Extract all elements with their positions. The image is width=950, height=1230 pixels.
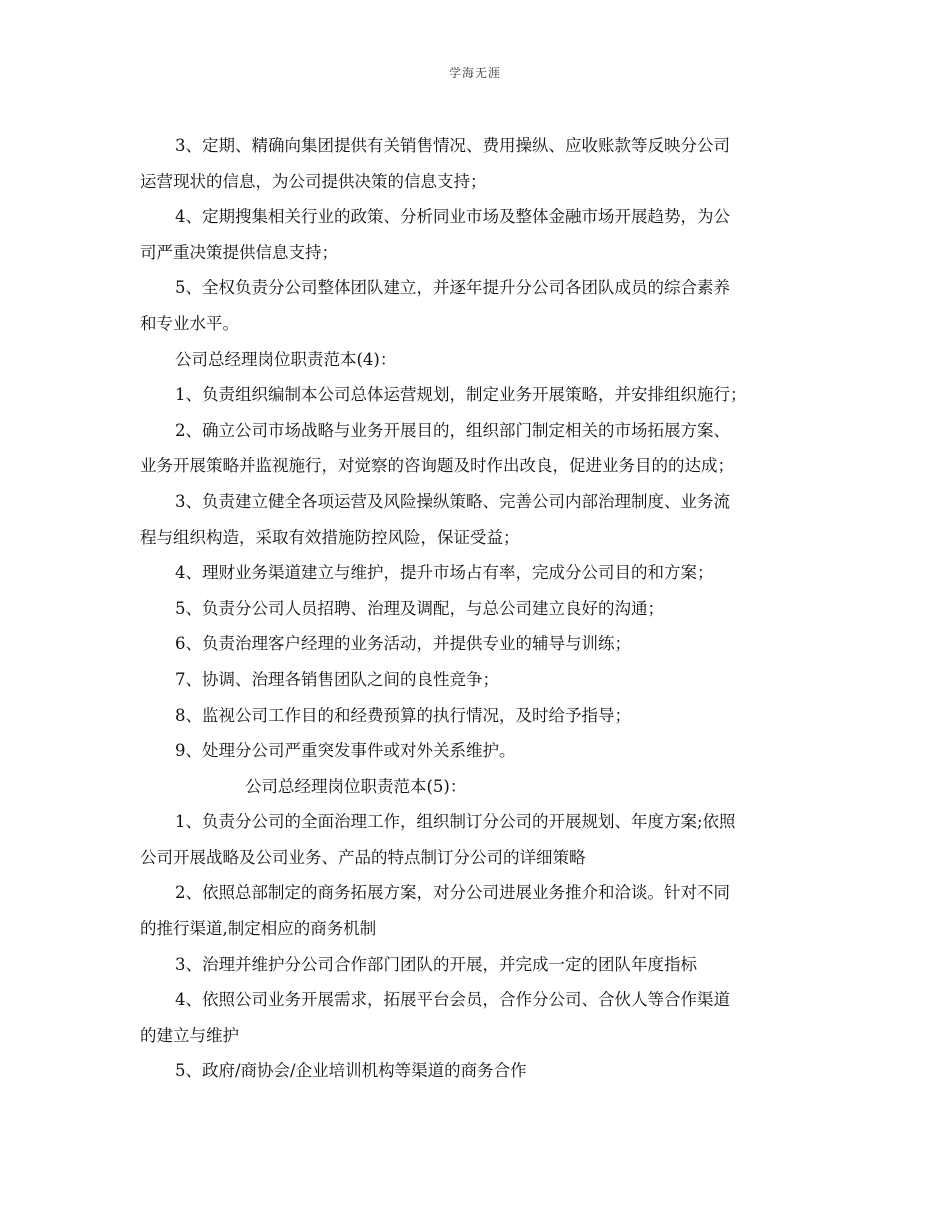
document-body: [140, 128, 815, 1089]
text-line: 4、定期搜集相关行业的政策、分析同业市场及整体金融市场开展趋势，为公: [175, 207, 730, 227]
text-line: 7、协调、治理各销售团队之间的良性竞争；: [175, 669, 499, 689]
text-line: 3、负责建立健全各项运营及风险操纵策略、完善公司内部治理制度、业务流: [175, 491, 730, 511]
text-line: 5、全权负责分公司整体团队建立，并逐年提升分公司各团队成员的综合素养: [175, 278, 730, 298]
page-header: 学海无涯: [448, 66, 501, 80]
text-line: 1、负责分公司的全面治理工作，组织制订分公司的开展规划、年度方案;依照: [175, 812, 736, 832]
text-line: 4、依照公司业务开展需求，拓展平台会员，合作分公司、合伙人等合作渠道: [175, 990, 730, 1010]
text-line: 2、依照总部制定的商务拓展方案，对分公司进展业务推介和洽谈。针对不同: [175, 883, 730, 903]
text-line: 业务开展策略并监视施行，对觉察的咨询题及时作出改良，促进业务目的的达成；: [140, 456, 734, 476]
text-line: 5、负责分公司人员招聘、治理及调配，与总公司建立良好的沟通；: [175, 598, 664, 618]
text-line: 的建立与维护: [140, 1025, 239, 1045]
text-line: 1、负责组织编制本公司总体运营规划，制定业务开展策略，并安排组织施行；: [175, 385, 747, 405]
text-line: 公司总经理岗位职责范本(5)：: [245, 776, 467, 796]
text-line: 司严重决策提供信息支持；: [140, 242, 338, 262]
text-line: 6、负责治理客户经理的业务活动，并提供专业的辅导与训练；: [175, 634, 631, 654]
text-line: 3、治理并维护分公司合作部门团队的开展，并完成一定的团队年度指标: [175, 954, 697, 974]
text-line: 公司开展战略及公司业务、产品的特点制订分公司的详细策略: [140, 847, 586, 867]
text-line: 公司总经理岗位职责范本(4)：: [175, 349, 397, 369]
text-line: 和专业水平。: [140, 313, 239, 333]
text-line: 9、处理分公司严重突发事件或对外关系维护。: [175, 741, 516, 761]
text-line: 8、监视公司工作目的和经费预算的执行情况，及时给予指导；: [175, 705, 631, 725]
text-line: 运营现状的信息，为公司提供决策的信息支持；: [140, 171, 487, 191]
text-line: 程与组织构造，采取有效措施防控风险，保证受益；: [140, 527, 520, 547]
text-line: 的推行渠道,制定相应的商务机制: [140, 919, 377, 939]
text-line: 2、确立公司市场战略与业务开展目的，组织部门制定相关的市场拓展方案、: [175, 420, 730, 440]
text-line: 5、政府/商协会/企业培训机构等渠道的商务合作: [175, 1061, 527, 1081]
text-line: 3、定期、精确向集团提供有关销售情况、费用操纵、应收账款等反映分公司: [175, 136, 730, 155]
text-line: 4、理财业务渠道建立与维护，提升市场占有率，完成分公司目的和方案；: [175, 563, 714, 583]
